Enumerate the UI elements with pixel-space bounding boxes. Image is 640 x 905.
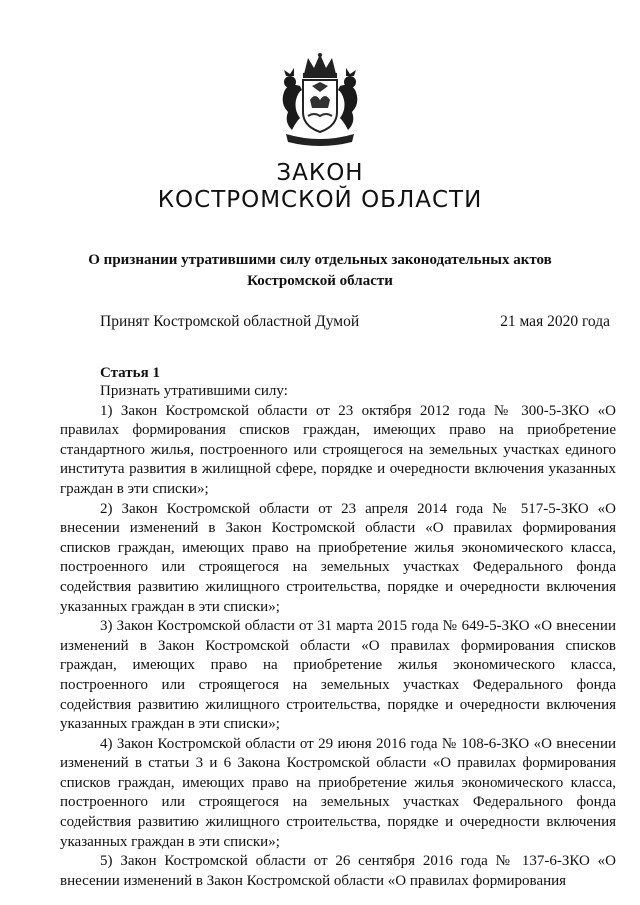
list-item: 3) Закон Костромской области от 31 марта 2015 года № 649-5-ЗКО «О внесении изменений в Закон Костромской области «О правилах формирования списков граждан, имеющих право на приобретение жилья экономического класса, построенного или строящегося на земельных участках Федерального фонда содействия развитию жилищного строительства, порядке и очередности включения указанных граждан в эти списки»; <box>60 618 616 733</box>
region-heading: КОСТРОМСКОЙ ОБЛАСТИ <box>157 187 483 213</box>
list-item: 1) Закон Костромской области от 23 октября 2012 года № 300-5-ЗКО «О правилах формирования списков граждан, имеющих право на приобретение стандартного жилья, построенного или строящегося на земельных участках единого института развития в жилищной сфере, порядке и очередности включения указанных граждан в эти списки»; <box>60 402 616 497</box>
law-subject <box>60 250 580 292</box>
law-heading: ЗАКОН <box>276 160 364 186</box>
article-body <box>60 382 616 891</box>
kostroma-coat-of-arms-emblem <box>270 52 370 150</box>
article-title: Статья 1 <box>100 365 160 381</box>
list-item: 4) Закон Костромской области от 29 июня 2016 года № 108-6-ЗКО «О внесении изменений в статьи 3 и 6 Закона Костромской области «О правилах формирования списков граждан, имеющих право на приобретение жилья экономического класса, построенного или строящегося на земельных участках Федерального фонда содействия развитию жилищного строительства, порядке и очередности включения указанных граждан в эти списки»; <box>60 735 616 850</box>
list-item: 2) Закон Костромской области от 23 апреля 2014 года № 517-5-ЗКО «О внесении изменений в Закон Костромской области «О правилах формирования списков граждан, имеющих право на приобретение жилья экономического класса, построенного или строящегося на земельных участках Федерального фонда содействия развитию жилищного строительства, порядке и очередности включения указанных граждан в эти списки»; <box>60 500 616 615</box>
adoption-authority: Принят Костромской областной Думой <box>100 313 360 330</box>
law-subject-line: Костромской области <box>247 273 393 289</box>
list-item: 5) Закон Костромской области от 26 сентября 2016 года № 137-6-ЗКО «О внесении изменений в Закон Костромской области «О правилах формирования <box>60 853 616 889</box>
article-intro: Признать утратившими силу: <box>100 383 288 399</box>
adoption-date: 21 мая 2020 года <box>500 313 610 330</box>
law-subject-line: О признании утратившими силу отдельных законодательных актов <box>88 252 552 268</box>
